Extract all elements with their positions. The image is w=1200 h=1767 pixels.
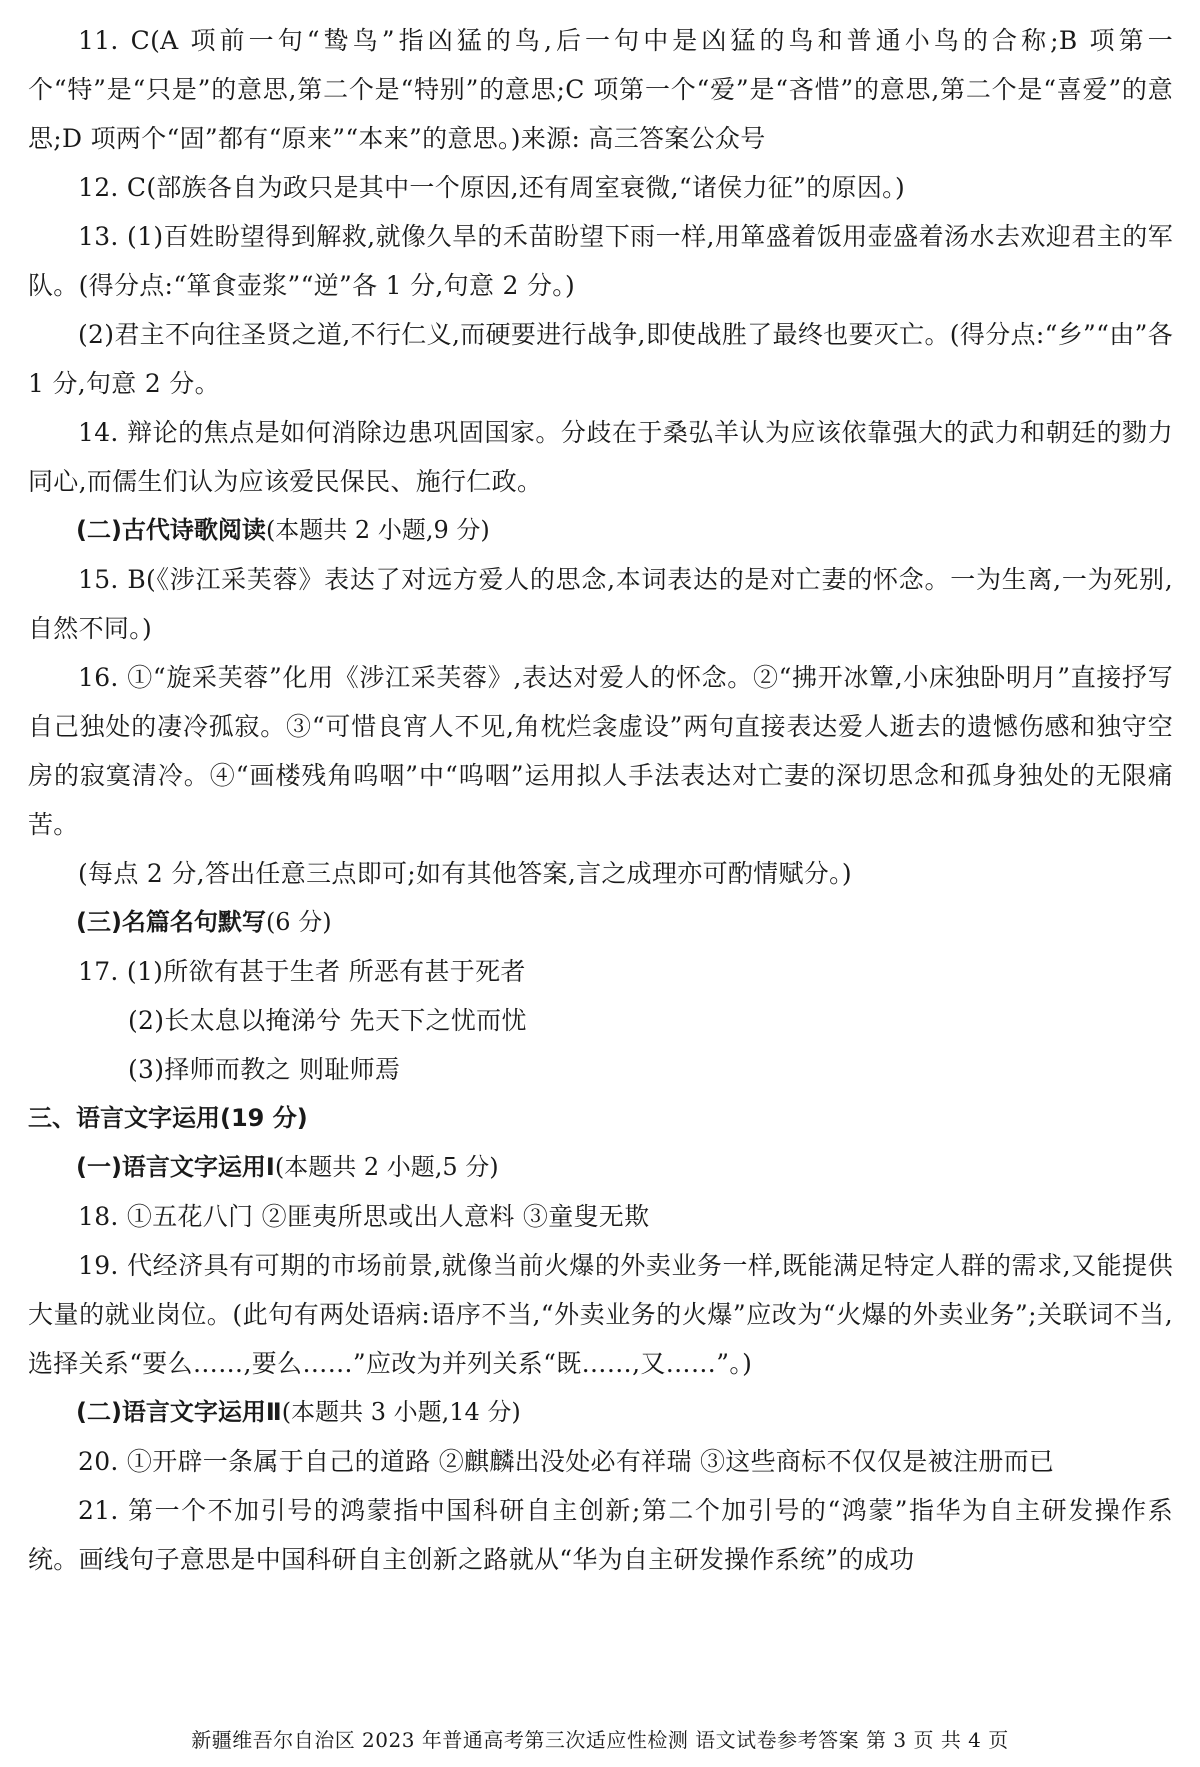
section-title: (二)语言文字运用Ⅱ bbox=[76, 1398, 282, 1426]
answer-content bbox=[28, 16, 1173, 1584]
section-heading-recitation bbox=[28, 898, 1173, 947]
answer-20: 20. ①开辟一条属于自己的道路 ②麒麟出没处必有祥瑞 ③这些商标不仅仅是被注册而已 bbox=[78, 1447, 1055, 1476]
section-title: (一)语言文字运用Ⅰ bbox=[76, 1153, 275, 1181]
part-heading-language: 三、语言文字运用(19 分) bbox=[28, 1104, 308, 1132]
section-note: (本题共 2 小题,9 分) bbox=[265, 516, 490, 544]
answer-16: 16. ①“旋采芙蓉”化用《涉江采芙蓉》,表达对爱人的怀念。②“拂开冰簟,小床独卧明月”直接抒写自己独处的凄冷孤寂。③“可惜良宵人不见,角枕烂衾虚设”两句直接表达爱人逝去的遗憾伤感和独守空房的寂寞清冷。④“画楼残角呜咽”中“呜咽”运用拟人手法表达对亡妻的深切思念和孤身独处的无限痛苦。 bbox=[28, 663, 1173, 839]
answer-14: 14. 辩论的焦点是如何消除边患巩固国家。分歧在于桑弘羊认为应该依靠强大的武力和朝廷的勠力同心,而儒生们认为应该爱民保民、施行仁政。 bbox=[28, 418, 1173, 496]
answer-18: 18. ①五花八门 ②匪夷所思或出人意料 ③童叟无欺 bbox=[78, 1202, 650, 1231]
section-note: (6 分) bbox=[265, 908, 332, 936]
section-note: (本题共 3 小题,14 分) bbox=[281, 1398, 521, 1426]
answer-15: 15. B(《涉江采芙蓉》表达了对远方爱人的思念,本词表达的是对亡妻的怀念。一为生离,一为死别,自然不同。) bbox=[28, 565, 1173, 643]
answer-12: 12. C(部族各自为政只是其中一个原因,还有周室衰微,“诸侯力征”的原因。) bbox=[78, 173, 905, 202]
page-footer: 新疆维吾尔自治区 2023 年普通高考第三次适应性检测 语文试卷参考答案 第 3 页 共 4 页 bbox=[191, 1728, 1009, 1752]
section-note: (本题共 2 小题,5 分) bbox=[274, 1153, 499, 1181]
answer-13-2: (2)君主不向往圣贤之道,不行仁义,而硬要进行战争,即使战胜了最终也要灭亡。(得分点:“乡”“由”各 1 分,句意 2 分。 bbox=[28, 320, 1173, 398]
answer-16-scoring: (每点 2 分,答出任意三点即可;如有其他答案,言之成理亦可酌情赋分。) bbox=[78, 859, 852, 888]
section-heading-language-1 bbox=[28, 1143, 1173, 1192]
answer-19: 19. 代经济具有可期的市场前景,就像当前火爆的外卖业务一样,既能满足特定人群的需求,又能提供大量的就业岗位。(此句有两处语病:语序不当,“外卖业务的火爆”应改为“火爆的外卖业务”;关联词不当,选择关系“要么……,要么……”应改为并列关系“既……,又……”。) bbox=[28, 1251, 1173, 1378]
section-heading-language-2 bbox=[28, 1388, 1173, 1437]
answer-11: 11. C(A 项前一句“鸷鸟”指凶猛的鸟,后一句中是凶猛的鸟和普通小鸟的合称;B 项第一个“特”是“只是”的意思,第二个是“特别”的意思;C 项第一个“爱”是“吝惜”的意思,第二个是“喜爱”的意思;D 项两个“固”都有“原来”“本来”的意思。)来源: 高三答案公众号 bbox=[28, 26, 1173, 153]
section-title: (三)名篇名句默写 bbox=[76, 908, 266, 936]
answer-13-1: 13. (1)百姓盼望得到解救,就像久旱的禾苗盼望下雨一样,用箪盛着饭用壶盛着汤水去欢迎君主的军队。(得分点:“箪食壶浆”“逆”各 1 分,句意 2 分。) bbox=[28, 222, 1173, 300]
answer-17-3: (3)择师而教之 则耻师焉 bbox=[128, 1055, 401, 1084]
answer-21: 21. 第一个不加引号的鸿蒙指中国科研自主创新;第二个加引号的“鸿蒙”指华为自主研发操作系统。画线句子意思是中国科研自主创新之路就从“华为自主研发操作系统”的成功 bbox=[28, 1496, 1173, 1574]
section-title: (二)古代诗歌阅读 bbox=[76, 516, 266, 544]
section-heading-poetry bbox=[28, 506, 1173, 555]
answer-17-1: 17. (1)所欲有甚于生者 所恶有甚于死者 bbox=[78, 957, 526, 986]
answer-17-2: (2)长太息以掩涕兮 先天下之忧而忧 bbox=[128, 1006, 527, 1035]
